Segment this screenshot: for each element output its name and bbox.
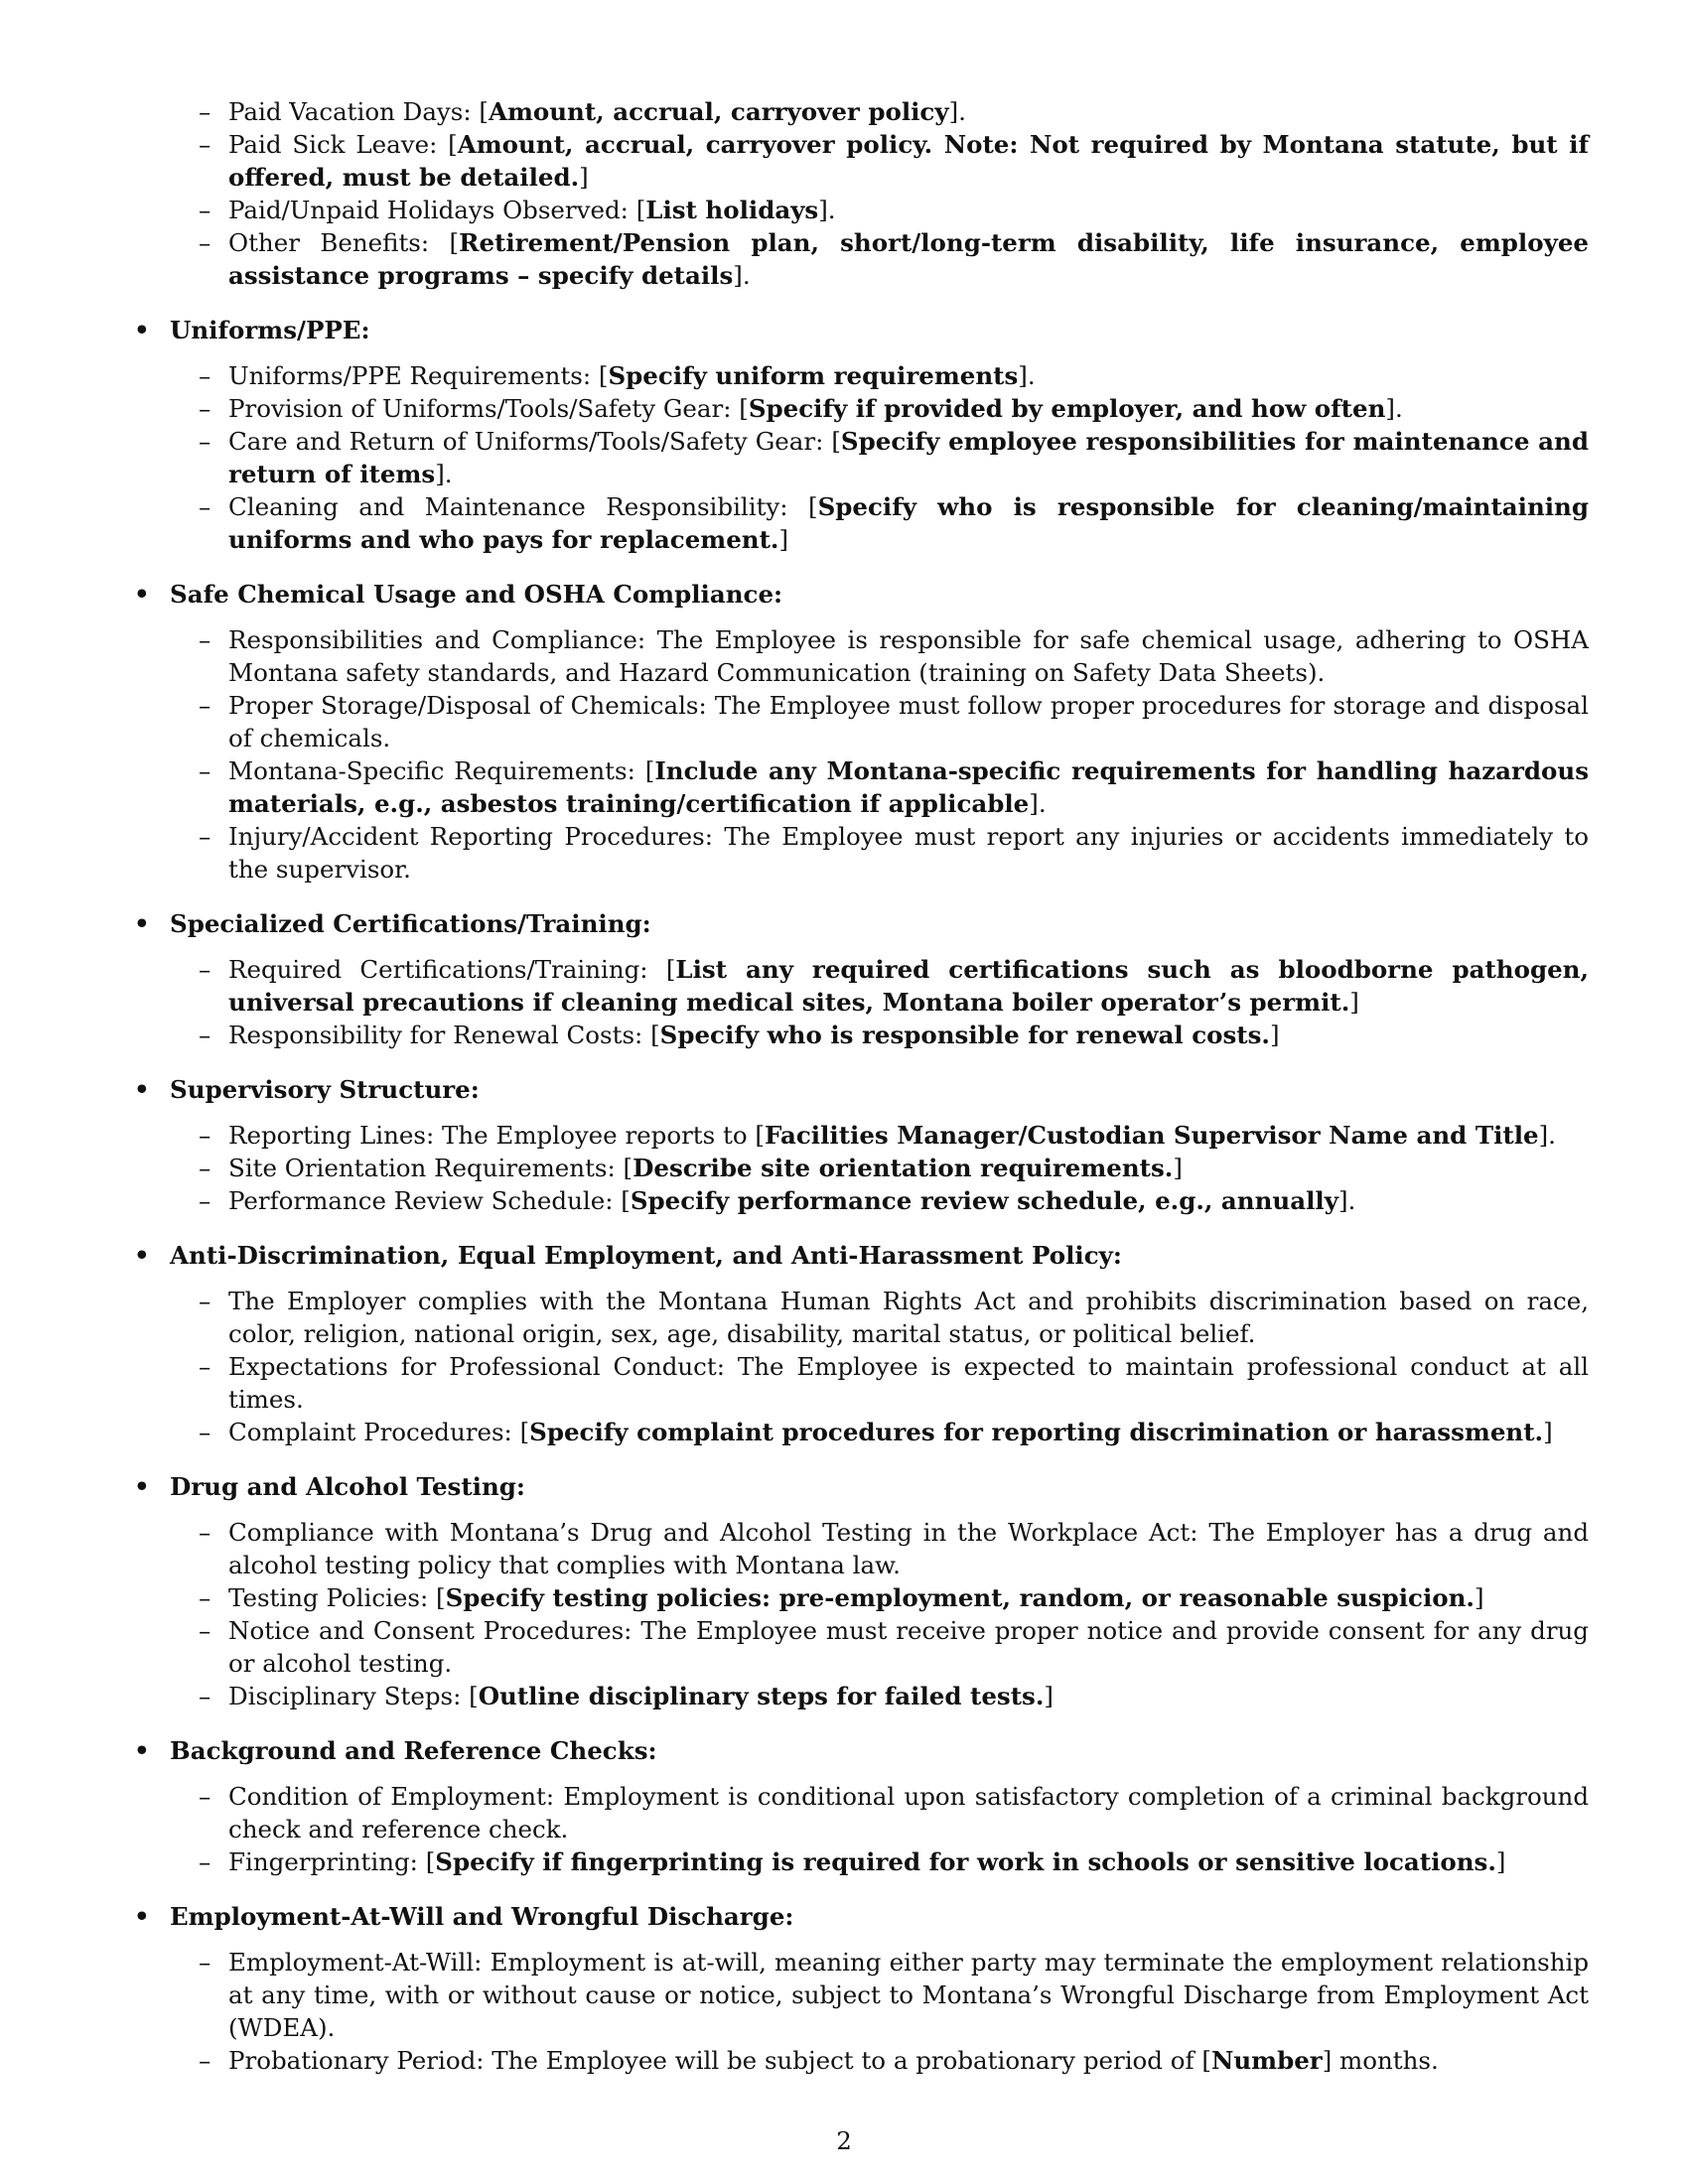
- item-label: Fingerprinting:: [228, 1847, 426, 1876]
- list-item: [134, 490, 1589, 556]
- section-supervisory-structure: [134, 1073, 1589, 1217]
- bullet-icon: •: [134, 1736, 150, 1765]
- section-specialized-certifications-training: [134, 907, 1589, 1051]
- list-item: [134, 1946, 1589, 2044]
- sub-item-list: [134, 1946, 1589, 2077]
- bracket-open: [: [1201, 2046, 1211, 2075]
- section-heading-text: Background and Reference Checks:: [170, 1736, 657, 1765]
- bracket-open: [: [621, 1186, 631, 1215]
- item-label: Performance Review Schedule:: [228, 1186, 622, 1215]
- list-item: [134, 1285, 1589, 1350]
- placeholder-text: Facilities Manager/Custodian Supervisor Name and Title: [764, 1121, 1539, 1150]
- bracket-close: ] months.: [1322, 2046, 1439, 2075]
- bracket-open: [: [644, 756, 655, 785]
- bracket-close: ]: [1044, 1682, 1054, 1710]
- section-heading: [134, 578, 1589, 612]
- placeholder-text: Specify employee responsibilities for maintenance and return of items: [228, 427, 1589, 488]
- section-heading-text: Uniforms/PPE:: [170, 316, 370, 344]
- sub-item-list: [134, 623, 1589, 886]
- list-item: [134, 359, 1589, 392]
- placeholder-text: Amount, accrual, carryover policy. Note: Not required by Montana statute, but if offered, must be detailed.: [228, 130, 1590, 192]
- item-label: Paid Vacation Days:: [228, 97, 480, 126]
- list-item: [134, 1581, 1589, 1614]
- bracket-open: [: [425, 1847, 436, 1876]
- placeholder-text: Amount, accrual, carryover policy: [488, 97, 949, 126]
- list-item: [134, 128, 1589, 194]
- bracket-close: ].: [1385, 394, 1403, 423]
- bracket-open: [: [739, 394, 749, 423]
- bracket-open: [: [755, 1121, 765, 1150]
- bracket-close: ].: [818, 196, 836, 224]
- item-label: Proper Storage/Disposal of Chemicals: The Employee must follow proper procedures for storage and disposal of chemicals.: [228, 691, 1589, 752]
- list-item: [134, 1780, 1589, 1845]
- sub-item-list: [134, 1119, 1589, 1217]
- section-heading-text: Anti-Discrimination, Equal Employment, and Anti-Harassment Policy:: [170, 1241, 1122, 1270]
- bullet-icon: •: [134, 1075, 150, 1104]
- section-heading-text: Supervisory Structure:: [170, 1075, 480, 1104]
- list-item: [134, 1416, 1589, 1448]
- bracket-close: ].: [1538, 1121, 1556, 1150]
- dash-bullet-icon: –: [199, 1352, 211, 1381]
- list-item: [134, 953, 1589, 1019]
- item-label: Testing Policies:: [228, 1583, 437, 1612]
- section-drug-and-alcohol-testing: [134, 1470, 1589, 1712]
- item-label: Complaint Procedures:: [228, 1418, 520, 1446]
- list-item: [134, 1845, 1589, 1878]
- section-heading: [134, 314, 1589, 347]
- list-item: [134, 689, 1589, 754]
- bullet-icon: •: [134, 1902, 150, 1931]
- bullet-icon: •: [134, 1472, 150, 1501]
- item-label: Provision of Uniforms/Tools/Safety Gear:: [228, 394, 740, 423]
- item-label: Probationary Period: The Employee will be subject to a probationary period of: [228, 2046, 1202, 2075]
- section-heading: [134, 1239, 1589, 1273]
- item-label: Uniforms/PPE Requirements:: [228, 361, 599, 390]
- dash-bullet-icon: –: [199, 756, 211, 785]
- list-item: [134, 1680, 1589, 1712]
- list-item: [134, 425, 1589, 490]
- list-item: [134, 820, 1589, 886]
- list-item: [134, 392, 1589, 425]
- dash-bullet-icon: –: [199, 1518, 211, 1547]
- bracket-close: ]: [1474, 1583, 1484, 1612]
- page-number: 2: [836, 2126, 852, 2155]
- dash-bullet-icon: –: [199, 2046, 211, 2075]
- placeholder-text: Specify uniform requirements: [608, 361, 1019, 390]
- bracket-close: ].: [1337, 1186, 1356, 1215]
- bracket-open: [: [650, 1021, 660, 1049]
- dash-bullet-icon: –: [199, 1616, 211, 1645]
- placeholder-text: Specify who is responsible for cleaning/maintaining uniforms and who pays for replacement.: [228, 492, 1590, 554]
- section-heading: [134, 1900, 1589, 1934]
- placeholder-text: Specify complaint procedures for reporting discrimination or harassment.: [529, 1418, 1544, 1446]
- dash-bullet-icon: –: [199, 130, 211, 159]
- item-label: Paid/Unpaid Holidays Observed:: [228, 196, 636, 224]
- section-continued-benefits: [134, 95, 1589, 292]
- bracket-open: [: [808, 492, 818, 521]
- section-safe-chemical-usage-and-osha-compliance: [134, 578, 1589, 886]
- section-background-and-reference-checks: [134, 1734, 1589, 1878]
- dash-bullet-icon: –: [199, 1418, 211, 1446]
- placeholder-text: Specify performance review schedule, e.g., annually: [630, 1186, 1338, 1215]
- item-label: Condition of Employment: Employment is conditional upon satisfactory completion of a criminal background check and reference check.: [228, 1782, 1589, 1843]
- bullet-icon: •: [134, 580, 150, 609]
- bracket-open: [: [635, 196, 646, 224]
- placeholder-text: Outline disciplinary steps for failed tests.: [478, 1682, 1045, 1710]
- list-item: [134, 754, 1589, 820]
- item-label: Responsibilities and Compliance: The Employee is responsible for safe chemical usage, adhering to OSHA Montana safety standards, and Hazard Communication (training on Safety Data Sheets).: [228, 625, 1589, 687]
- list-item: [134, 194, 1589, 226]
- item-label: Cleaning and Maintenance Responsibility:: [228, 492, 808, 521]
- dash-bullet-icon: –: [199, 1782, 211, 1811]
- bracket-open: [: [665, 955, 676, 984]
- bracket-close: ].: [1029, 789, 1047, 818]
- placeholder-text: Describe site orientation requirements.: [633, 1154, 1174, 1182]
- list-item: [134, 1614, 1589, 1680]
- bracket-open: [: [479, 97, 489, 126]
- bracket-close: ]: [1495, 1847, 1506, 1876]
- item-label: Reporting Lines: The Employee reports to: [228, 1121, 756, 1150]
- dash-bullet-icon: –: [199, 822, 211, 851]
- bracket-close: ].: [435, 460, 453, 488]
- placeholder-text: Specify who is responsible for renewal costs.: [659, 1021, 1270, 1049]
- dash-bullet-icon: –: [199, 691, 211, 720]
- list-item: [134, 1184, 1589, 1217]
- sub-item-list: [134, 953, 1589, 1051]
- dash-bullet-icon: –: [199, 394, 211, 423]
- placeholder-text: Specify if provided by employer, and how often: [748, 394, 1386, 423]
- dash-bullet-icon: –: [199, 228, 211, 257]
- item-label: Required Certifications/Training:: [228, 955, 666, 984]
- item-label: Notice and Consent Procedures: The Employee must receive proper notice and provide consent for any drug or alcohol testing.: [228, 1616, 1589, 1678]
- dash-bullet-icon: –: [199, 1287, 211, 1315]
- item-label: Montana-Specific Requirements:: [228, 756, 645, 785]
- section-anti-discrimination-equal-employment-and-anti-harassment-policy: [134, 1239, 1589, 1448]
- section-heading: [134, 1073, 1589, 1107]
- section-heading-text: Employment-At-Will and Wrongful Discharge:: [170, 1902, 794, 1931]
- dash-bullet-icon: –: [199, 955, 211, 984]
- item-label: Site Orientation Requirements:: [228, 1154, 624, 1182]
- dash-bullet-icon: –: [199, 1121, 211, 1150]
- list-item: [134, 95, 1589, 128]
- dash-bullet-icon: –: [199, 97, 211, 126]
- bracket-open: [: [831, 427, 841, 456]
- sub-item-list: [134, 95, 1589, 292]
- dash-bullet-icon: –: [199, 1154, 211, 1182]
- placeholder-text: Number: [1210, 2046, 1323, 2075]
- bracket-close: ]: [1173, 1154, 1183, 1182]
- bullet-icon: •: [134, 909, 150, 938]
- item-label: The Employer complies with the Montana Human Rights Act and prohibits discrimination based on race, color, religion, national origin, sex, age, disability, marital status, or political belief.: [228, 1287, 1589, 1348]
- placeholder-text: List holidays: [645, 196, 819, 224]
- section-heading: [134, 907, 1589, 941]
- section-heading: [134, 1470, 1589, 1504]
- bracket-open: [: [598, 361, 609, 390]
- bracket-close: ].: [1018, 361, 1036, 390]
- dash-bullet-icon: –: [199, 625, 211, 654]
- dash-bullet-icon: –: [199, 492, 211, 521]
- dash-bullet-icon: –: [199, 1847, 211, 1876]
- bracket-close: ]: [1269, 1021, 1280, 1049]
- dash-bullet-icon: –: [199, 1186, 211, 1215]
- list-item: [134, 1152, 1589, 1184]
- list-item: [134, 1516, 1589, 1581]
- section-heading-text: Drug and Alcohol Testing:: [170, 1472, 525, 1501]
- section-heading-text: Specialized Certifications/Training:: [170, 909, 651, 938]
- bracket-close: ]: [1349, 988, 1359, 1017]
- list-item: [134, 623, 1589, 689]
- item-label: Disciplinary Steps:: [228, 1682, 470, 1710]
- placeholder-text: Specify if fingerprinting is required for work in schools or sensitive locations.: [435, 1847, 1496, 1876]
- bracket-close: ]: [579, 163, 589, 192]
- sub-item-list: [134, 359, 1589, 556]
- list-item: [134, 2044, 1589, 2077]
- list-item: [134, 1019, 1589, 1051]
- item-label: Responsibility for Renewal Costs:: [228, 1021, 651, 1049]
- item-label: Expectations for Professional Conduct: The Employee is expected to maintain professional conduct at all times.: [228, 1352, 1589, 1414]
- bracket-open: [: [519, 1418, 530, 1446]
- dash-bullet-icon: –: [199, 1583, 211, 1612]
- sub-item-list: [134, 1285, 1589, 1448]
- list-item: [134, 1119, 1589, 1152]
- dash-bullet-icon: –: [199, 1682, 211, 1710]
- bracket-open: [: [469, 1682, 479, 1710]
- list-item: [134, 1350, 1589, 1416]
- placeholder-text: Specify testing policies: pre-employment, random, or reasonable suspicion.: [445, 1583, 1475, 1612]
- dash-bullet-icon: –: [199, 1021, 211, 1049]
- item-label: Compliance with Montana’s Drug and Alcohol Testing in the Workplace Act: The Employer has a drug and alcohol testing policy that complies with Montana law.: [228, 1518, 1589, 1579]
- bracket-close: ]: [778, 525, 789, 554]
- section-heading: [134, 1734, 1589, 1768]
- bracket-close: ]: [1543, 1418, 1553, 1446]
- item-label: Paid Sick Leave:: [228, 130, 449, 159]
- dash-bullet-icon: –: [199, 1948, 211, 1977]
- section-uniforms-ppe: [134, 314, 1589, 556]
- bracket-open: [: [449, 228, 460, 257]
- item-label: Injury/Accident Reporting Procedures: The Employee must report any injuries or accidents immediately to the supervisor.: [228, 822, 1589, 884]
- bracket-open: [: [436, 1583, 446, 1612]
- bracket-close: ].: [733, 261, 751, 290]
- placeholder-text: Include any Montana-specific requirements for handling hazardous materials, e.g., asbestos training/certification if applicable: [228, 756, 1589, 818]
- dash-bullet-icon: –: [199, 196, 211, 224]
- item-label: Employment-At-Will: Employment is at-will, meaning either party may terminate the employment relationship at any time, with or without cause or notice, subject to Montana’s Wrongful Discharge from Employment Act (WDEA).: [228, 1948, 1589, 2042]
- placeholder-text: Retirement/Pension plan, short/long-term disability, life insurance, employee assistance programs – specify details: [228, 228, 1589, 290]
- bullet-icon: •: [134, 1241, 150, 1270]
- dash-bullet-icon: –: [199, 361, 211, 390]
- bracket-open: [: [448, 130, 458, 159]
- item-label: Care and Return of Uniforms/Tools/Safety Gear:: [228, 427, 832, 456]
- bullet-icon: •: [134, 316, 150, 344]
- bracket-open: [: [623, 1154, 633, 1182]
- dash-bullet-icon: –: [199, 427, 211, 456]
- section-employment-at-will-and-wrongful-discharge: [134, 1900, 1589, 2077]
- list-item: [134, 226, 1589, 292]
- sub-item-list: [134, 1516, 1589, 1712]
- sub-item-list: [134, 1780, 1589, 1878]
- bracket-close: ].: [948, 97, 966, 126]
- placeholder-text: List any required certifications such as bloodborne pathogen, universal precautions if cleaning medical sites, Montana boiler operator’s permit.: [228, 955, 1590, 1017]
- section-heading-text: Safe Chemical Usage and OSHA Compliance:: [170, 580, 783, 609]
- document-body: [134, 95, 1589, 2099]
- item-label: Other Benefits:: [228, 228, 450, 257]
